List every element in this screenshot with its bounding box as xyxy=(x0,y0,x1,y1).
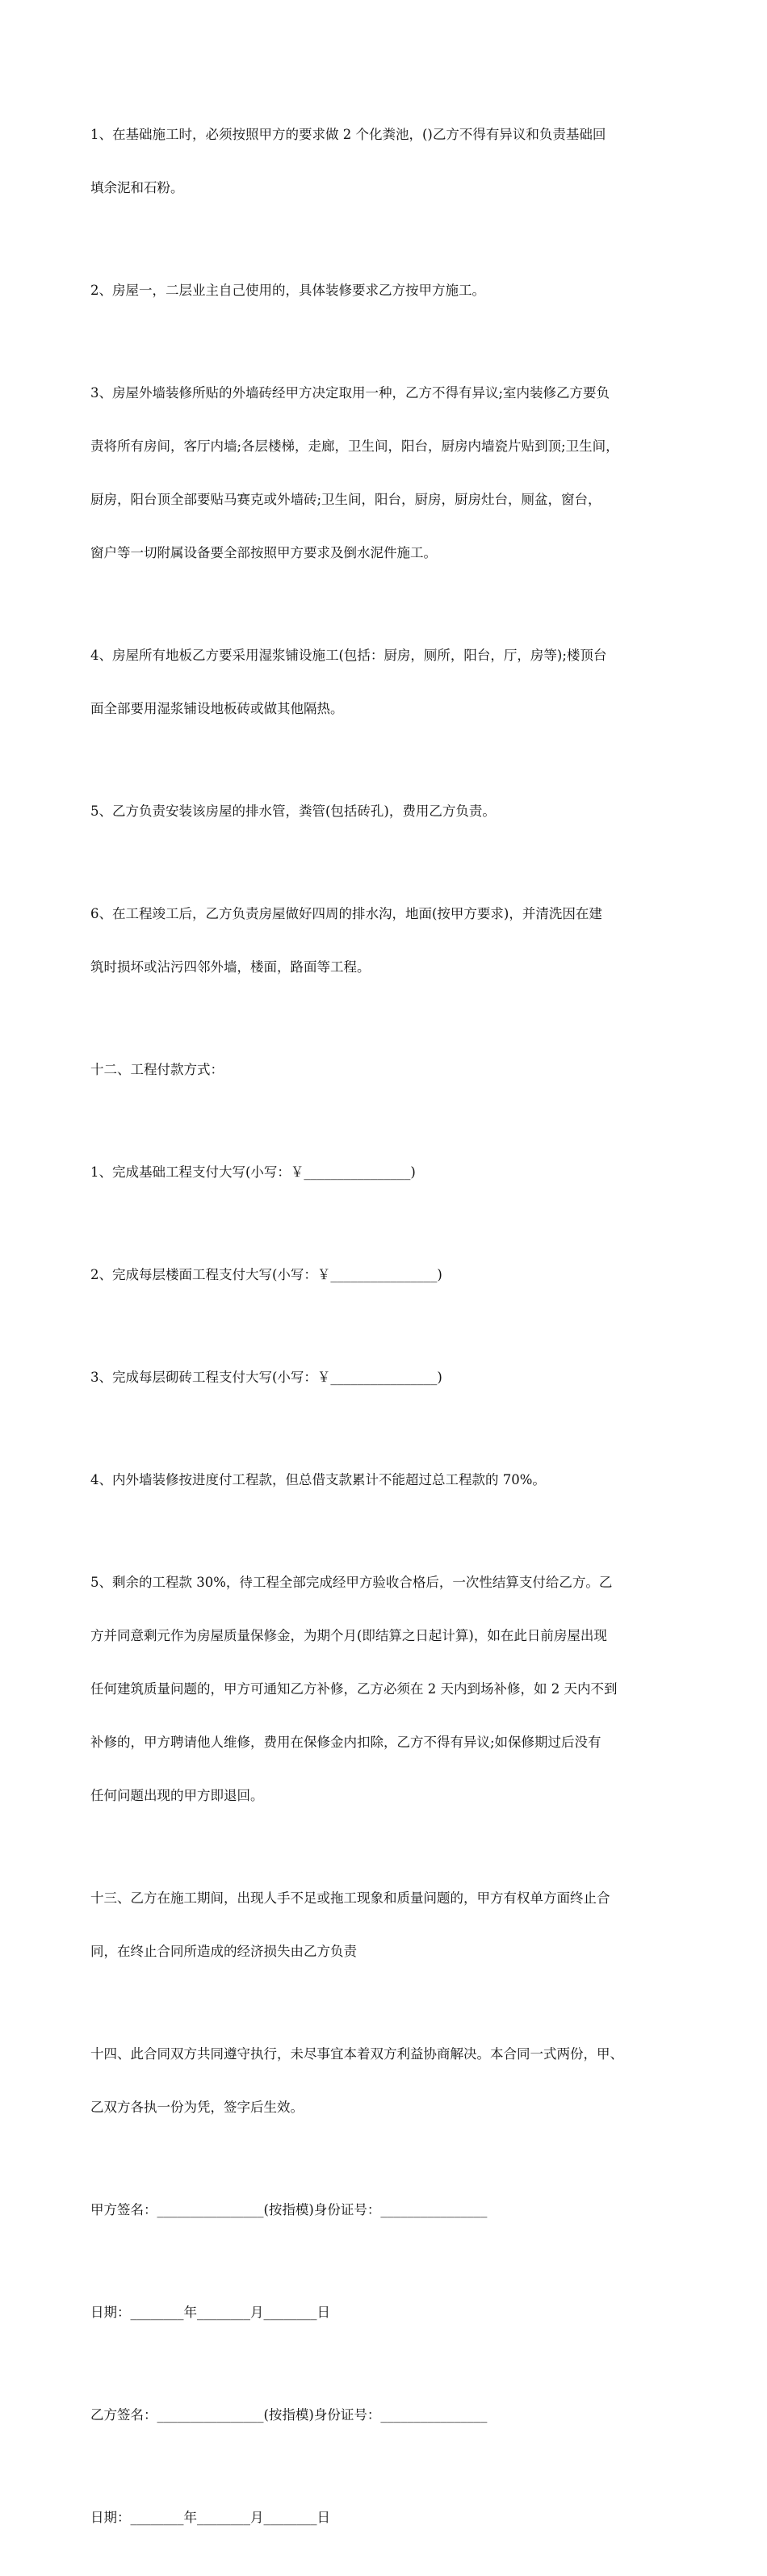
text-line: 4、房屋所有地板乙方要采用湿浆铺设施工(包括：厨房，厕所，阳台，厅，房等);楼顶台 xyxy=(90,648,607,663)
text-line: 1、完成基础工程支付大写(小写：￥________________) xyxy=(90,1164,416,1180)
text-line: 面全部要用湿浆铺设地板砖或做其他隔热。 xyxy=(90,701,344,716)
party-a-date-line xyxy=(90,2268,684,2357)
document-page xyxy=(90,90,684,2576)
payment-item-5 xyxy=(90,1538,684,1840)
clause-4 xyxy=(90,611,684,753)
text-line: 日期：________年________月________日 xyxy=(90,2305,330,2320)
party-b-date-line xyxy=(90,2473,684,2562)
payment-item-3 xyxy=(90,1333,684,1422)
clause-1 xyxy=(90,90,684,233)
text-line: 任何问题出现的甲方即退回。 xyxy=(90,1788,264,1803)
text-line: 3、房屋外墙装修所贴的外墙砖经甲方决定取用一种，乙方不得有异议;室内装修乙方要负 xyxy=(90,385,610,401)
text-line: 补修的，甲方聘请他人维修，费用在保修金内扣除，乙方不得有异议;如保修期过后没有 xyxy=(90,1735,601,1750)
text-line: 甲方签名：________________(按指模)身份证号：________________ xyxy=(90,2202,488,2217)
section-heading-payment xyxy=(90,1026,684,1114)
text-line: 2、房屋一，二层业主自己使用的，具体装修要求乙方按甲方施工。 xyxy=(90,283,485,298)
payment-item-2 xyxy=(90,1231,684,1319)
party-b-signature-line xyxy=(90,2371,684,2460)
text-line: 同，在终止合同所造成的经济损失由乙方负责 xyxy=(90,1944,357,1959)
payment-item-1 xyxy=(90,1128,684,1217)
text-line: 乙双方各执一份为凭，签字后生效。 xyxy=(90,2100,304,2115)
payment-item-4 xyxy=(90,1436,684,1525)
text-line: 筑时损坏或沾污四邻外墙，楼面，路面等工程。 xyxy=(90,959,371,975)
text-line: 十四、此合同双方共同遵守执行，未尽事宜本着双方利益协商解决。本合同一式两份，甲、 xyxy=(90,2046,623,2062)
text-line: 4、内外墙装修按进度付工程款，但总借支款累计不能超过总工程款的 70%。 xyxy=(90,1472,546,1487)
clause-5 xyxy=(90,767,684,856)
text-line: 5、乙方负责安装该房屋的排水管，粪管(包括砖孔)，费用乙方负责。 xyxy=(90,803,496,819)
clause-14 xyxy=(90,2010,684,2152)
text-line: 5、剩余的工程款 30%，待工程全部完成经甲方验收合格后，一次性结算支付给乙方。乙 xyxy=(90,1575,613,1590)
text-line: 厨房，阳台顶全部要贴马赛克或外墙砖;卫生间，阳台，厨房，厨房灶台，厕盆，窗台， xyxy=(90,492,601,507)
text-line: 十二、工程付款方式： xyxy=(90,1062,224,1077)
party-a-signature-line xyxy=(90,2166,684,2255)
text-line: 6、在工程竣工后，乙方负责房屋做好四周的排水沟，地面(按甲方要求)，并清洗因在建 xyxy=(90,906,602,921)
text-line: 十三、乙方在施工期间，出现人手不足或拖工现象和质量问题的，甲方有权单方面终止合 xyxy=(90,1890,610,1906)
text-line: 窗户等一切附属设备要全部按照甲方要求及倒水泥件施工。 xyxy=(90,545,437,560)
text-line: 方并同意剩元作为房屋质量保修金，为期个月(即结算之日起计算)，如在此日前房屋出现 xyxy=(90,1628,607,1643)
text-line: 任何建筑质量问题的，甲方可通知乙方补修，乙方必须在 2 天内到场补修，如 2 天内不到 xyxy=(90,1681,618,1697)
text-line: 日期：________年________月________日 xyxy=(90,2510,330,2525)
text-line: 1、在基础施工时，必须按照甲方的要求做 2 个化粪池，()乙方不得有异议和负责基础回 xyxy=(90,127,606,142)
text-line: 责将所有房间，客厅内墙;各层楼梯，走廊，卫生间，阳台，厨房内墙瓷片贴到顶;卫生间， xyxy=(90,438,619,454)
text-line: 3、完成每层砌砖工程支付大写(小写：￥________________) xyxy=(90,1370,442,1385)
text-line: 2、完成每层楼面工程支付大写(小写：￥________________) xyxy=(90,1267,442,1282)
clause-13 xyxy=(90,1854,684,1996)
clause-6 xyxy=(90,870,684,1012)
text-line: 乙方签名：________________(按指模)身份证号：________________ xyxy=(90,2407,488,2423)
text-line: 填余泥和石粉。 xyxy=(90,180,184,195)
clause-3 xyxy=(90,349,684,598)
clause-2 xyxy=(90,246,684,335)
